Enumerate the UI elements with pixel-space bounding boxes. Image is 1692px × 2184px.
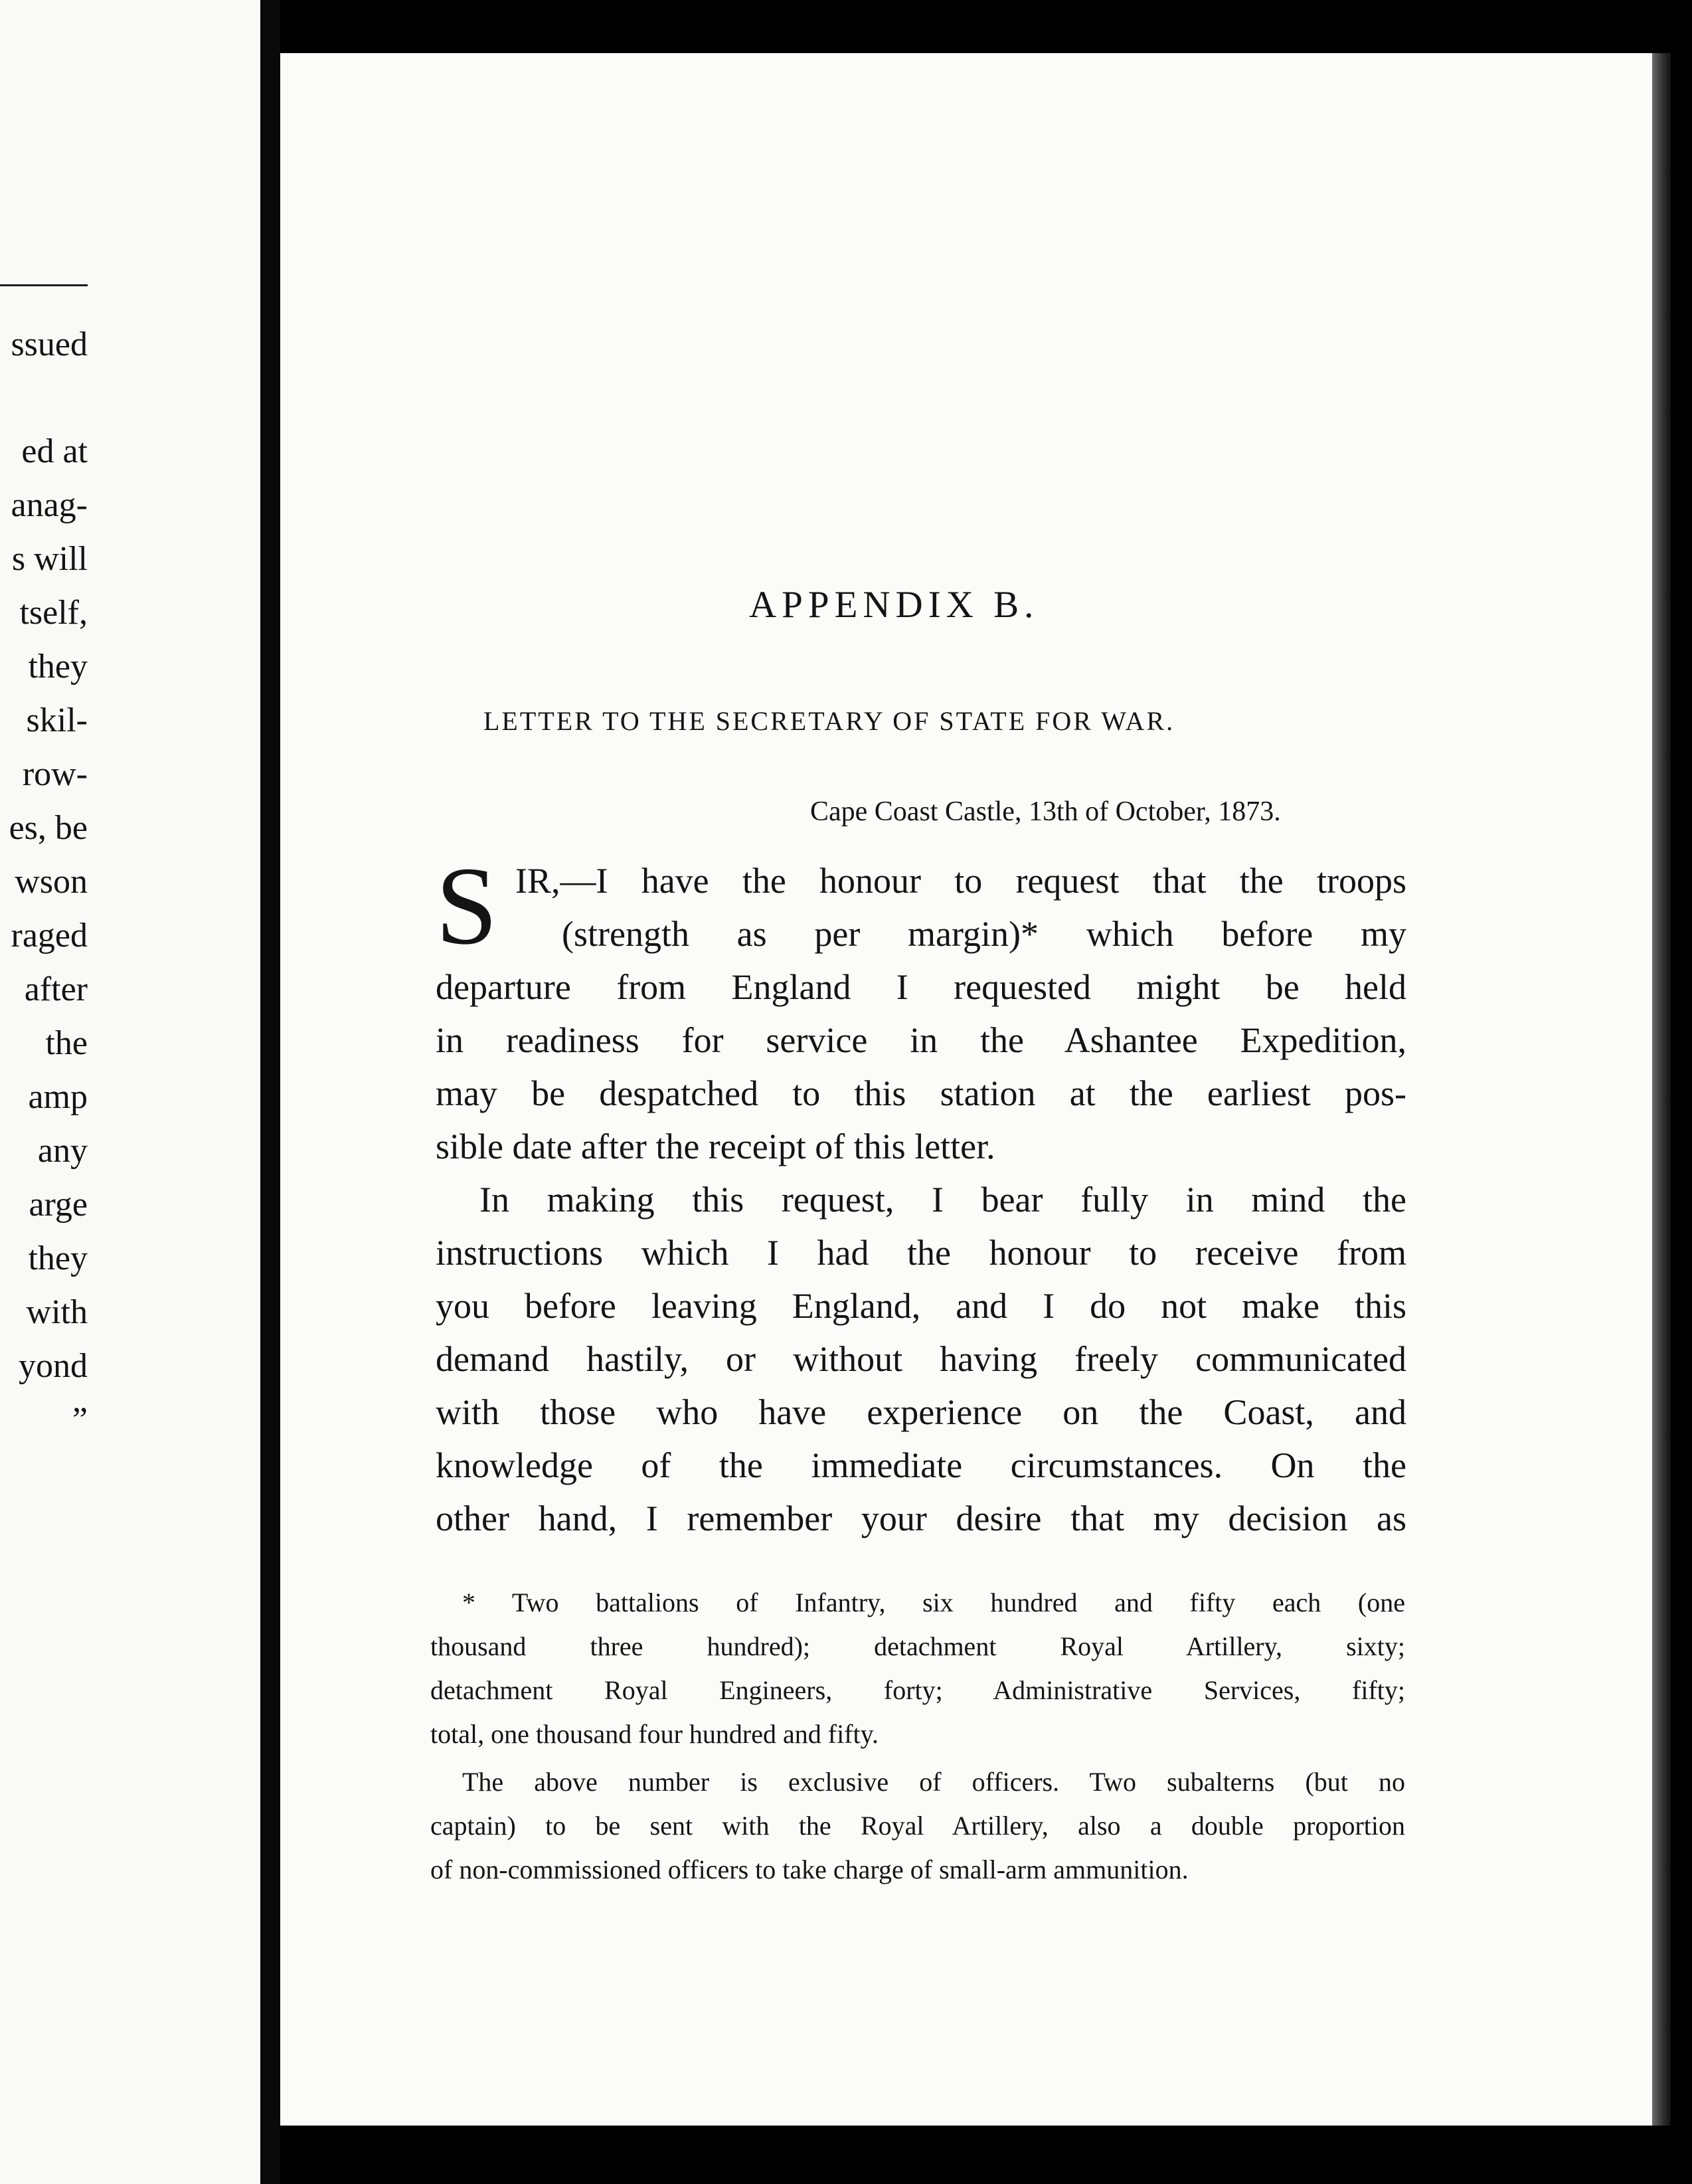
body-line: IR,—I have the honour to request that the troops (515, 861, 1406, 901)
footnote-line: of non-commissioned officers to take charge of small-arm ammunition. (430, 1855, 1189, 1884)
facing-line: with (26, 1293, 88, 1331)
facing-line: tself, (19, 594, 88, 632)
facing-line: amp (28, 1078, 88, 1116)
footnote-line: captain) to be sent with the Royal Artillery, also a double proportion (430, 1811, 1405, 1841)
footnote (430, 1581, 1405, 1892)
facing-page-text (9, 318, 88, 1447)
footnote-line: The above number is exclusive of officers. Two subalterns (but no (462, 1767, 1405, 1797)
body-line: demand hastily, or without having freely communicated (436, 1339, 1406, 1379)
facing-line: the (45, 1024, 88, 1062)
facing-line: any (37, 1132, 88, 1170)
facing-line: they (28, 648, 88, 685)
body-line: (strength as per margin)* which before my (562, 914, 1406, 954)
body-line: other hand, I remember your desire that my decision as (436, 1499, 1406, 1538)
letter-body (436, 854, 1406, 1545)
facing-line: after (24, 970, 88, 1008)
body-line: with those who have experience on the Coast, and (436, 1392, 1406, 1432)
body-line: knowledge of the immediate circumstances. On the (436, 1445, 1406, 1485)
appendix-title: APPENDIX B. (749, 584, 1039, 626)
facing-line: ” (72, 1401, 88, 1439)
facing-line: s will (11, 540, 88, 578)
facing-line: row- (22, 755, 88, 793)
facing-line: skil- (26, 701, 88, 739)
body-line: sible date after the receipt of this letter. (436, 1127, 995, 1166)
footnote-line: * Two battalions of Infantry, six hundred and fifty each (one (462, 1588, 1405, 1617)
section-rule (0, 284, 88, 286)
facing-line: they (28, 1239, 88, 1277)
facing-line: wson (15, 863, 88, 901)
facing-line: arge (29, 1186, 88, 1224)
body-line: may be despatched to this station at the earliest pos- (436, 1073, 1406, 1113)
body-line: In making this request, I bear fully in mind the (479, 1180, 1406, 1220)
body-line: in readiness for service in the Ashantee Expedition, (436, 1020, 1406, 1060)
facing-line: ssued (11, 325, 88, 363)
footnote-line: thousand three hundred); detachment Royal Artillery, sixty; (430, 1631, 1405, 1661)
body-line: instructions which I had the honour to receive from (436, 1233, 1406, 1273)
page-edge-shadow (1652, 53, 1671, 2126)
letter-dateline: Cape Coast Castle, 13th of October, 1873. (810, 796, 1281, 827)
facing-line: ed at (21, 432, 88, 470)
body-line: you before leaving England, and I do not make this (436, 1286, 1406, 1326)
facing-line: raged (11, 917, 88, 955)
body-line: departure from England I requested might be held (436, 967, 1406, 1007)
footnote-line: detachment Royal Engineers, forty; Administrative Services, fifty; (430, 1675, 1405, 1705)
drop-cap: S (436, 844, 498, 968)
facing-line: anag- (11, 486, 88, 524)
facing-page-left (0, 0, 260, 2184)
footnote-line: total, one thousand four hundred and fifty. (430, 1719, 879, 1749)
letter-heading: LETTER TO THE SECRETARY OF STATE FOR WAR. (483, 706, 1175, 736)
facing-line: yond (19, 1347, 88, 1385)
facing-line: es, be (9, 809, 88, 847)
book-gutter (260, 0, 280, 2184)
